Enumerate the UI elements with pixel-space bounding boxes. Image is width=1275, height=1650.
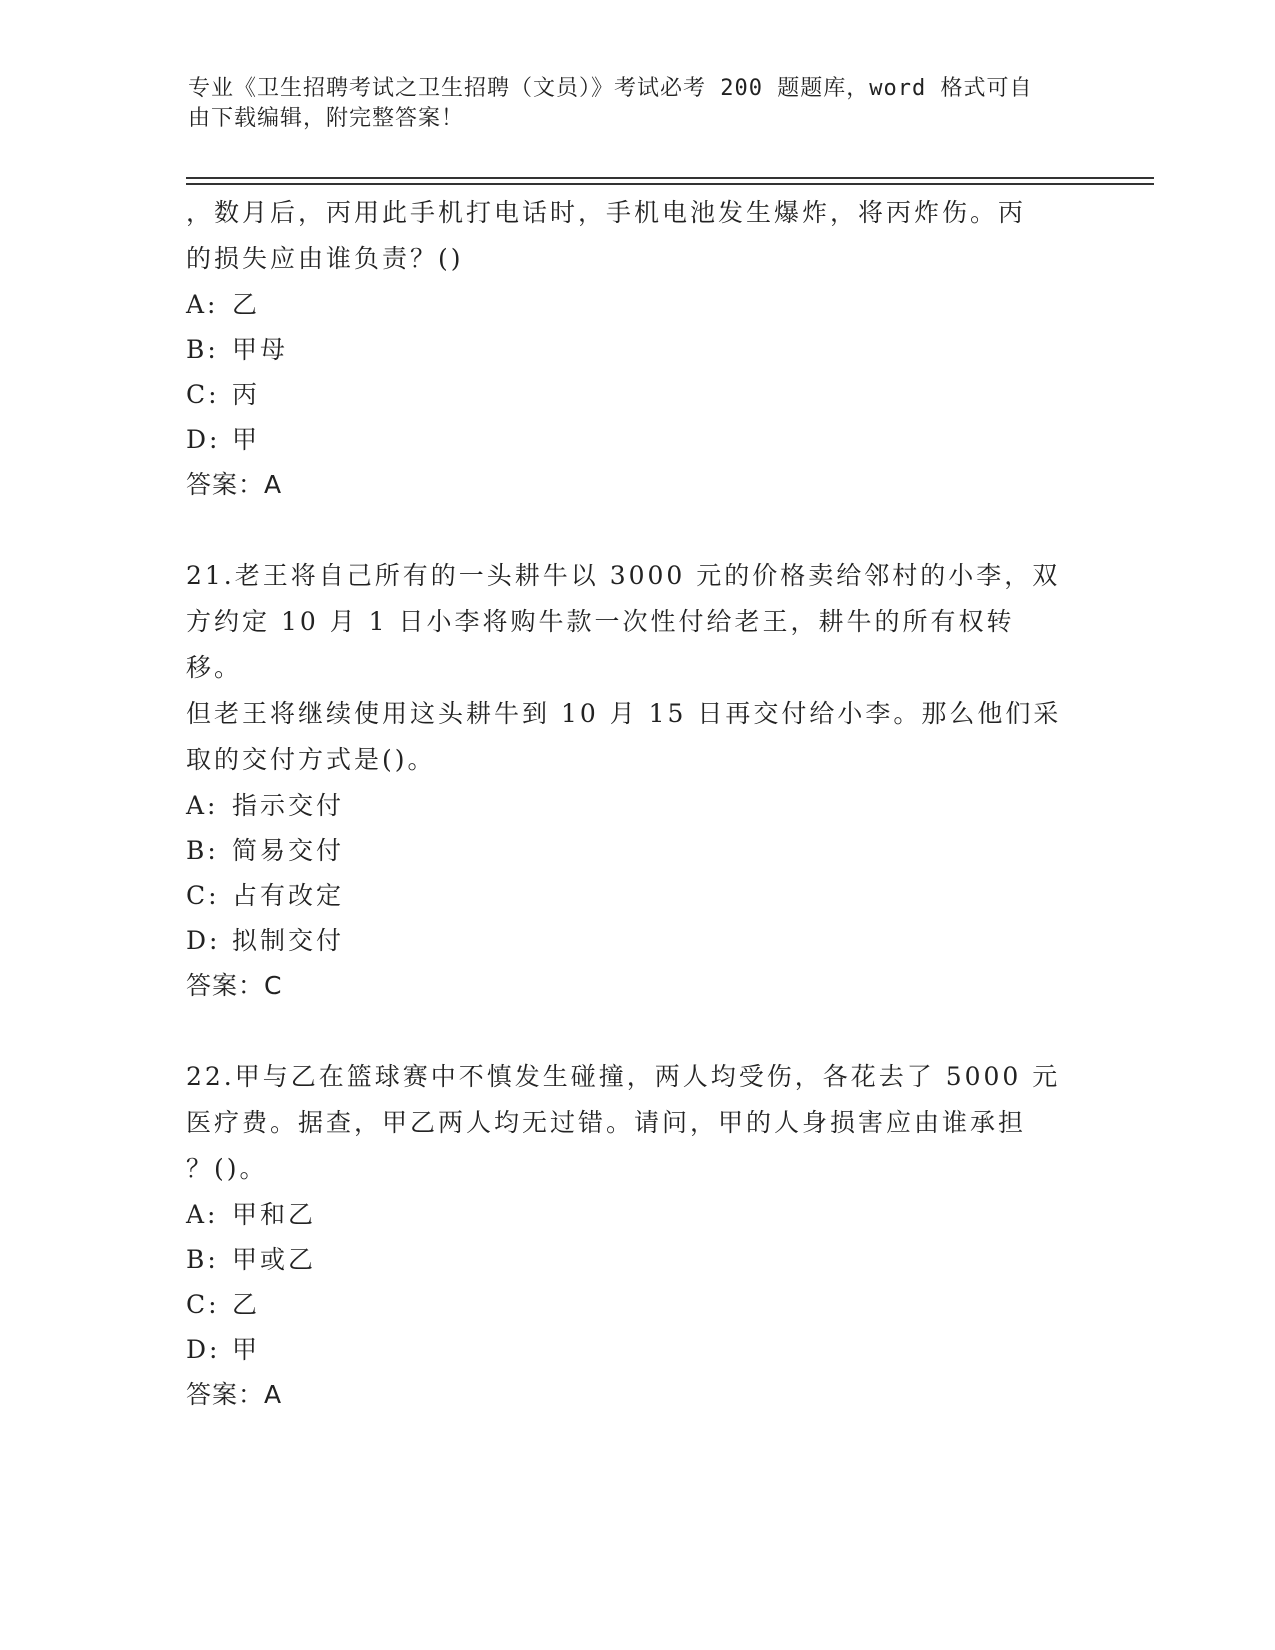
option-a [186, 783, 1066, 828]
option-b [186, 327, 1066, 372]
question-text-line: 医疗费。据查，甲乙两人均无过错。请问，甲的人身损害应由谁承担 [186, 1108, 1027, 1137]
option-d [186, 1327, 1066, 1372]
option-a [186, 1192, 1066, 1237]
answer-line: 答案：A [186, 470, 283, 499]
question-text-line: 22.甲与乙在篮球赛中不慎发生碰撞，两人均受伤，各花去了 5000 元 [186, 1062, 1061, 1091]
option-key: A: [186, 290, 219, 319]
option-text: 甲 [232, 425, 261, 454]
option-text: 乙 [232, 1290, 261, 1319]
option-key: C: [186, 380, 220, 409]
option-text: 甲或乙 [232, 1245, 317, 1274]
option-key: B: [186, 335, 219, 364]
question-block [186, 190, 1066, 508]
option-text: 简易交付 [232, 836, 345, 865]
option-text: 拟制交付 [232, 926, 345, 955]
answer-line: 答案：C [186, 971, 283, 1000]
option-key: D: [186, 926, 221, 955]
option-a [186, 282, 1066, 327]
question-text-line: 方约定 10 月 1 日小李将购牛款一次性付给老王，耕牛的所有权转移。 [186, 607, 1015, 682]
option-text: 占有改定 [232, 881, 345, 910]
question-text-line: 的损失应由谁负责？() [186, 244, 464, 273]
option-key: A: [186, 791, 219, 820]
option-d [186, 918, 1066, 963]
option-b [186, 828, 1066, 873]
header-line-2: 由下载编辑，附完整答案！ [188, 106, 465, 131]
option-text: 丙 [232, 380, 261, 409]
option-key: B: [186, 836, 219, 865]
option-key: C: [186, 881, 220, 910]
option-key: D: [186, 425, 221, 454]
question-spacer [186, 508, 1066, 553]
header-divider-top [186, 177, 1154, 179]
question-block [186, 553, 1066, 1009]
question-text-line: ？()。 [186, 1154, 268, 1183]
question-text-line: 但老王将继续使用这头耕牛到 10 月 15 日再交付给小李。那么他们采 [186, 699, 1062, 728]
option-text: 甲母 [232, 335, 289, 364]
option-text: 甲 [232, 1335, 261, 1364]
option-text: 指示交付 [232, 791, 345, 820]
question-text-line: 取的交付方式是()。 [186, 745, 436, 774]
option-text: 乙 [232, 290, 261, 319]
document-header [188, 74, 1068, 134]
question-list [186, 190, 1066, 1418]
header-line-1: 专业《卫生招聘考试之卫生招聘（文员）》考试必考 200 题题库，word 格式可自 [188, 76, 1033, 101]
question-spacer [186, 1009, 1066, 1054]
question-block [186, 1054, 1066, 1418]
question-text-line: ，数月后，丙用此手机打电话时，手机电池发生爆炸，将丙炸伤。丙 [186, 198, 1027, 227]
option-d [186, 417, 1066, 462]
option-key: B: [186, 1245, 219, 1274]
answer-line: 答案：A [186, 1380, 283, 1409]
option-c [186, 873, 1066, 918]
option-text: 甲和乙 [232, 1200, 317, 1229]
option-c [186, 1282, 1066, 1327]
option-key: C: [186, 1290, 220, 1319]
option-b [186, 1237, 1066, 1282]
header-divider-bottom [186, 183, 1154, 185]
option-c [186, 372, 1066, 417]
question-text-line: 21.老王将自己所有的一头耕牛以 3000 元的价格卖给邻村的小李，双 [186, 561, 1061, 590]
option-key: A: [186, 1200, 219, 1229]
option-key: D: [186, 1335, 221, 1364]
